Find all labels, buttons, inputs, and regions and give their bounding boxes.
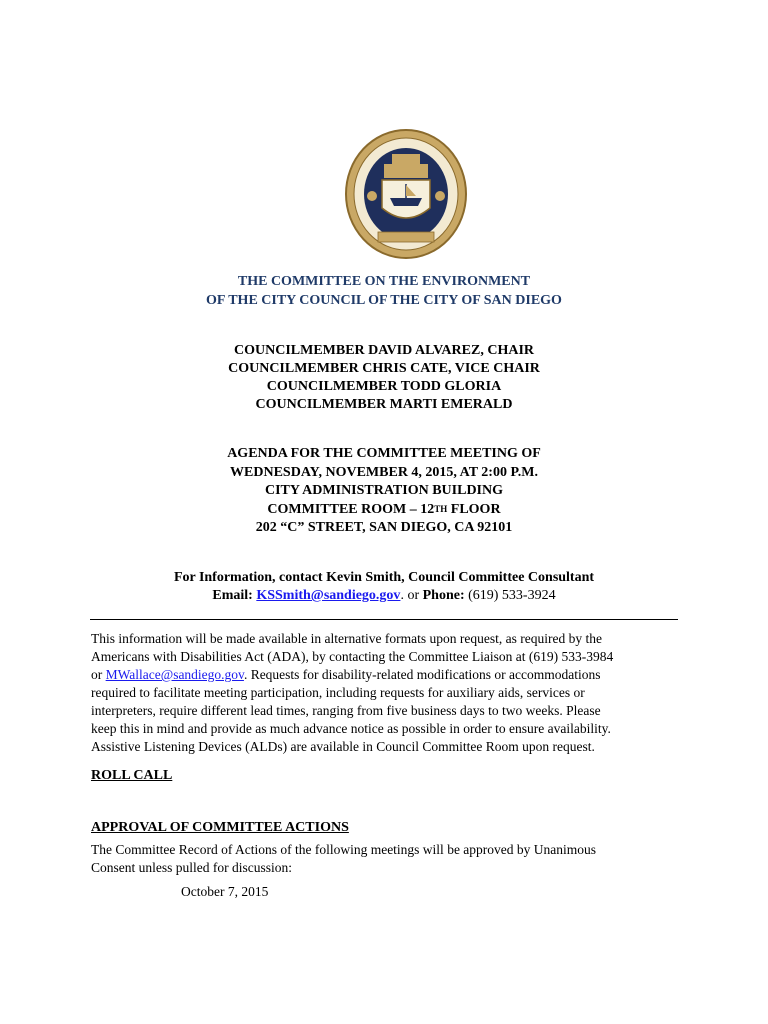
ada-notice: [91, 630, 681, 756]
contact-email-phone: [0, 587, 768, 605]
approval-line-2: Consent unless pulled for discussion:: [91, 860, 292, 875]
phone-label: Phone:: [422, 588, 465, 603]
room-ordinal: TH: [434, 503, 448, 514]
ada-line: required to facilitate meeting participation, including requests for auxiliary aids, services or: [91, 685, 585, 700]
divider-line: [90, 619, 678, 620]
members-list: [0, 342, 768, 414]
member-emerald: COUNCILMEMBER MARTI EMERALD: [255, 397, 513, 412]
room-text: COMMITTEE ROOM – 12: [267, 501, 435, 517]
phone-number: (619) 533-3924: [468, 588, 556, 603]
city-seal-logo: [344, 128, 468, 260]
ada-line: Assistive Listening Devices (ALDs) are available in Council Committee Room upon request.: [91, 739, 595, 754]
ada-line: [91, 666, 681, 684]
contact-block: [0, 569, 768, 605]
title-line-2: OF THE CITY COUNCIL OF THE CITY OF SAN DIEGO: [206, 293, 562, 308]
meeting-date: October 7, 2015: [181, 884, 269, 899]
ada-line: keep this in mind and provide as much advance notice as possible in order to ensure availability.: [91, 721, 611, 736]
title-line-1: THE COMMITTEE ON THE ENVIRONMENT: [237, 274, 531, 289]
agenda-room: [0, 501, 768, 520]
agenda-date: WEDNESDAY, NOVEMBER 4, 2015, AT 2:00 P.M.: [230, 464, 538, 480]
ada-text: or: [91, 667, 106, 682]
approval-line-1: The Committee Record of Actions of the following meetings will be approved by Unanimous: [91, 842, 597, 857]
liaison-email-link[interactable]: MWallace@sandiego.gov: [105, 667, 244, 682]
ada-line: Americans with Disabilities Act (ADA), by contacting the Committee Liaison at (619) 533-3984: [91, 649, 614, 664]
member-vice-chair: COUNCILMEMBER CHRIS CATE, VICE CHAIR: [228, 361, 540, 376]
room-floor: FLOOR: [447, 501, 501, 517]
email-label: Email:: [212, 588, 253, 603]
contact-line: For Information, contact Kevin Smith, Council Committee Consultant: [173, 570, 595, 585]
ada-line: interpreters, require different lead times, ranging from five business days to two weeks. Please: [91, 703, 601, 718]
agenda-address: 202 “C” STREET, SAN DIEGO, CA 92101: [255, 520, 513, 535]
ada-line: This information will be made available in alternative formats upon request, as required by the: [91, 631, 602, 646]
agenda-building: CITY ADMINISTRATION BUILDING: [264, 483, 504, 498]
member-gloria: COUNCILMEMBER TODD GLORIA: [266, 379, 502, 394]
roll-call-heading: ROLL CALL: [91, 768, 173, 783]
committee-title: [0, 272, 768, 310]
agenda-block: [0, 445, 768, 538]
approval-heading: APPROVAL OF COMMITTEE ACTIONS: [91, 820, 349, 835]
agenda-line-1: AGENDA FOR THE COMMITTEE MEETING OF: [227, 446, 541, 461]
or-text: . or: [400, 588, 423, 603]
member-chair: COUNCILMEMBER DAVID ALVAREZ, CHAIR: [233, 343, 534, 358]
approval-text: [91, 841, 691, 877]
email-link[interactable]: KSSmith@sandiego.gov: [256, 588, 401, 603]
ada-text: . Requests for disability-related modifications or accommodations: [243, 667, 601, 682]
